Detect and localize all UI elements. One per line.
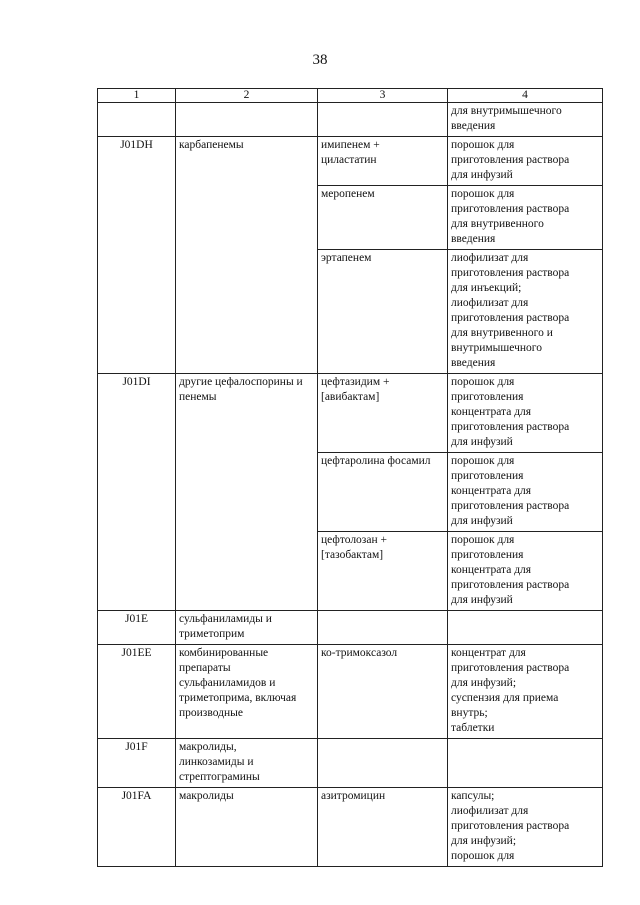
form-cell	[448, 739, 603, 788]
form-line: лиофилизат для	[451, 252, 529, 264]
drug-line: [авибактам]	[321, 391, 380, 403]
form-cell	[448, 137, 603, 186]
group-line: пенемы	[179, 391, 217, 403]
form-line: для внутривенного и	[451, 327, 553, 339]
form-line: приготовления	[451, 391, 524, 403]
form-line: введения	[451, 120, 496, 132]
form-line: порошок для	[451, 455, 515, 467]
group-line: макролиды	[179, 790, 234, 802]
form-line: внутрь;	[451, 707, 488, 719]
table-row	[98, 103, 603, 137]
drug-cell	[318, 374, 448, 453]
drug-cell	[318, 611, 448, 645]
form-line: концентрата для	[451, 564, 532, 576]
drug-line: цефтаролина фосамил	[321, 455, 431, 467]
drug-cell	[318, 186, 448, 250]
drug-line: цефтазидим +	[321, 376, 390, 388]
drug-cell	[318, 739, 448, 788]
group-line: карбапенемы	[179, 139, 244, 151]
header-cell-4: 4	[448, 89, 603, 103]
atc-code-cell: J01FA	[98, 788, 176, 867]
drug-line: эртапенем	[321, 252, 372, 264]
form-line: для инфузий	[451, 515, 513, 527]
form-line: приготовления раствора	[451, 500, 570, 512]
form-cell	[448, 453, 603, 532]
form-line: концентрата для	[451, 406, 532, 418]
group-cell	[176, 645, 318, 739]
form-cell	[448, 250, 603, 374]
group-cell	[176, 137, 318, 374]
group-line: триметоприма, включая	[179, 692, 297, 704]
drug-line: имипенем +	[321, 139, 380, 151]
form-line: таблетки	[451, 722, 495, 734]
form-line: для инфузий	[451, 169, 513, 181]
table-row	[98, 137, 603, 186]
header-cell-2: 2	[176, 89, 318, 103]
group-cell	[176, 103, 318, 137]
form-line: суспензия для приема	[451, 692, 559, 704]
table-row	[98, 645, 603, 739]
atc-code-cell: J01F	[98, 739, 176, 788]
form-line: для инфузий;	[451, 835, 517, 847]
form-line: порошок для	[451, 850, 515, 862]
drug-line: азитромицин	[321, 790, 386, 802]
form-cell	[448, 532, 603, 611]
form-line: лиофилизат для	[451, 805, 529, 817]
form-line: приготовления	[451, 470, 524, 482]
group-line: макролиды,	[179, 741, 237, 753]
form-cell	[448, 103, 603, 137]
group-line: сульфаниламиды и	[179, 613, 272, 625]
form-line: для инфузий	[451, 594, 513, 606]
form-line: приготовления раствора	[451, 421, 570, 433]
form-cell	[448, 186, 603, 250]
form-cell	[448, 645, 603, 739]
drug-line: циластатин	[321, 154, 377, 166]
drug-table	[97, 88, 603, 867]
atc-code-cell: J01E	[98, 611, 176, 645]
form-line: приготовления	[451, 549, 524, 561]
form-line: для внутривенного	[451, 218, 544, 230]
form-line: введения	[451, 233, 496, 245]
form-line: концентрат для	[451, 647, 526, 659]
header-cell-3: 3	[318, 89, 448, 103]
group-line: сульфаниламидов и	[179, 677, 276, 689]
group-cell	[176, 788, 318, 867]
table-row	[98, 374, 603, 453]
group-line: препараты	[179, 662, 231, 674]
drug-cell	[318, 103, 448, 137]
form-line: приготовления раствора	[451, 267, 570, 279]
form-line: приготовления раствора	[451, 203, 570, 215]
page-number: 38	[312, 52, 328, 68]
group-line: триметоприм	[179, 628, 245, 640]
form-line: лиофилизат для	[451, 297, 529, 309]
form-line: порошок для	[451, 376, 515, 388]
group-line: комбинированные	[179, 647, 269, 659]
drug-line: [тазобактам]	[321, 549, 384, 561]
form-cell	[448, 374, 603, 453]
group-line: производные	[179, 707, 243, 719]
header-cell-1: 1	[98, 89, 176, 103]
drug-cell	[318, 453, 448, 532]
form-line: для инфузий;	[451, 677, 517, 689]
form-line: приготовления раствора	[451, 154, 570, 166]
group-line: другие цефалоспорины и	[179, 376, 303, 388]
form-line: капсулы;	[451, 790, 495, 802]
form-line: для инъекций;	[451, 282, 522, 294]
form-line: порошок для	[451, 139, 515, 151]
form-line: приготовления раствора	[451, 579, 570, 591]
drug-line: меропенем	[321, 188, 375, 200]
form-line: приготовления раствора	[451, 312, 570, 324]
drug-cell	[318, 137, 448, 186]
group-line: линкозамиды и	[179, 756, 254, 768]
form-line: внутримышечного	[451, 342, 542, 354]
form-cell	[448, 611, 603, 645]
table-header-row	[98, 89, 603, 103]
drug-cell	[318, 645, 448, 739]
table-row	[98, 739, 603, 788]
atc-code-cell: J01DH	[98, 137, 176, 374]
atc-code-cell	[98, 103, 176, 137]
form-line: порошок для	[451, 534, 515, 546]
form-line: введения	[451, 357, 496, 369]
table-row	[98, 788, 603, 867]
group-cell	[176, 739, 318, 788]
table-row	[98, 611, 603, 645]
group-cell	[176, 611, 318, 645]
drug-line: ко-тримоксазол	[321, 647, 398, 659]
group-line: стрептограмины	[179, 771, 260, 783]
form-line: порошок для	[451, 188, 515, 200]
form-cell	[448, 788, 603, 867]
drug-cell	[318, 788, 448, 867]
group-cell	[176, 374, 318, 611]
atc-code-cell: J01DI	[98, 374, 176, 611]
form-line: для инфузий	[451, 436, 513, 448]
drug-line: цефтолозан +	[321, 534, 387, 546]
atc-code-cell: J01EE	[98, 645, 176, 739]
drug-cell	[318, 532, 448, 611]
form-line: для внутримышечного	[451, 105, 562, 117]
form-line: концентрата для	[451, 485, 532, 497]
form-line: приготовления раствора	[451, 820, 570, 832]
form-line: приготовления раствора	[451, 662, 570, 674]
drug-cell	[318, 250, 448, 374]
